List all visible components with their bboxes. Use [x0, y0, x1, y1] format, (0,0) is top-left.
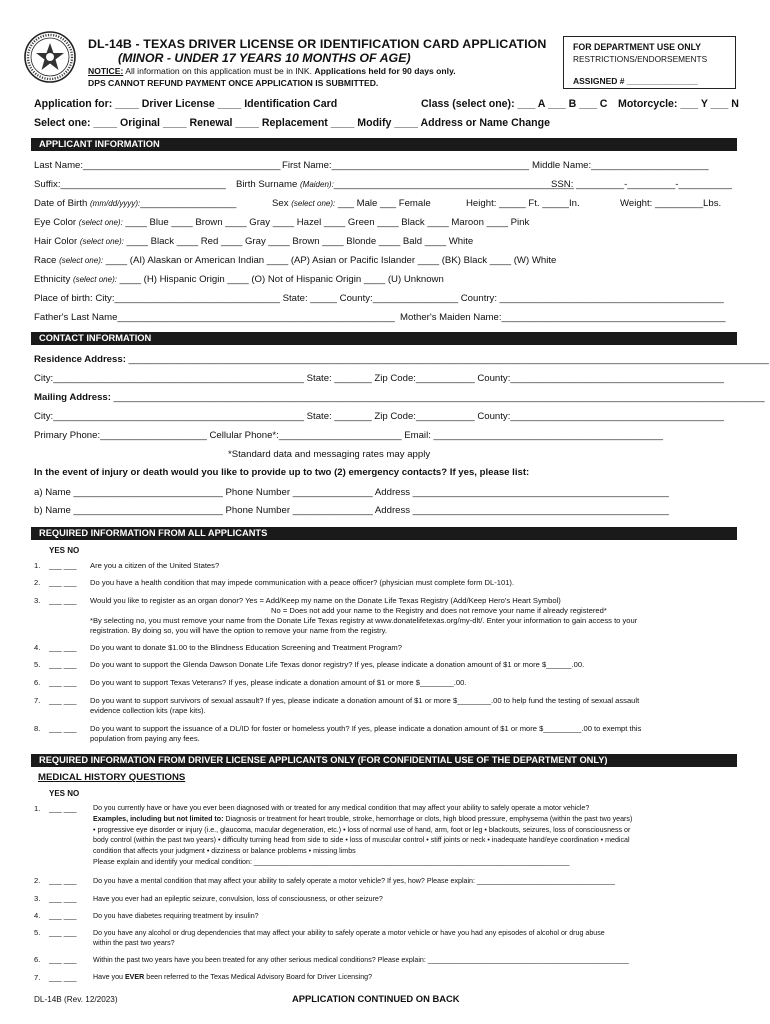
m1-number: 1. — [34, 804, 41, 813]
weight-field[interactable]: Weight: _________Lbs. — [620, 198, 722, 209]
dept-box-title: FOR DEPARTMENT USE ONLY — [573, 42, 702, 52]
m6-text[interactable]: Within the past two years have you been treated for any other serious medical conditions? Please explain: ___________________________________________________ — [93, 956, 629, 964]
m1-text-line2: Examples, including but not limited to: Diagnosis or treatment for heart trouble, stroke, hemorrhage or clots, high blood pressure, emphysema (within the past two years) — [93, 815, 633, 823]
m4-number: 4. — [34, 911, 41, 920]
residence-address-field[interactable]: Residence Address: ________________________________________________________________________________________________________________________ — [34, 354, 769, 365]
q1-text: Are you a citizen of the United States? — [90, 561, 220, 570]
class-select-row[interactable]: Class (select one): ___ A ___ B ___ C — [421, 98, 608, 110]
eye-color-select[interactable]: Eye Color (select one): ____ Blue ____ Brown ____ Gray ____ Hazel ____ Green ____ Black ____ Maroon ____ Pink — [34, 217, 530, 228]
q3-checkbox[interactable]: ___ ___ — [49, 596, 77, 605]
m1-text-line1: Do you currently have or have you ever been diagnosed with or treated for any medical condition that may affect your ability to safely operate a motor vehicle? — [93, 804, 590, 812]
mailing-city-row[interactable]: City:_______________________________________________ State: _______ Zip Code:___________ County:________________________________________ — [34, 411, 724, 422]
select-one-row[interactable]: Select one: ____ Original ____ Renewal ____ Replacement ____ Modify ____ Address or Name Change — [34, 117, 550, 129]
suffix-field[interactable]: Suffix:_______________________________ — [34, 179, 226, 190]
required-dl-header: REQUIRED INFORMATION FROM DRIVER LICENSE APPLICANTS ONLY (FOR CONFIDENTIAL USE OF THE DEPARTMENT ONLY) — [31, 754, 737, 767]
q8-text-line2: population from paying any fees. — [90, 734, 200, 743]
notice-text: NOTICE: All information on this application must be in INK. Applications held for 90 days only. — [88, 66, 456, 76]
q6-checkbox[interactable]: ___ ___ — [49, 678, 77, 687]
m2-text[interactable]: Do you have a mental condition that may affect your ability to safely operate a motor vehicle? If yes, how? Please explain: ___________________________________ — [93, 877, 616, 885]
m4-text: Do you have diabetes requiring treatment by insulin? — [93, 912, 259, 920]
medical-history-heading: MEDICAL HISTORY QUESTIONS — [38, 772, 186, 783]
mother-maiden-name-field[interactable]: Mother's Maiden Name:__________________________________________ — [400, 312, 726, 323]
form-subtitle: (MINOR - UNDER 17 YEARS 10 MONTHS OF AGE) — [118, 51, 411, 65]
birthplace-field[interactable]: Place of birth: City:_______________________________ State: _____ County:________________ Country: __________________________________________ — [34, 293, 724, 304]
q8-text-line1: Do you want to support the issuance of a DL/ID for foster or homeless youth? If yes, please indicate a donation amount of $1 or more $_________.00 to exempt this — [90, 724, 642, 733]
continued-on-back: APPLICATION CONTINUED ON BACK — [292, 993, 460, 1004]
q5-number: 5. — [34, 660, 41, 669]
m5-text-line2: within the past two years? — [93, 939, 175, 947]
q8-checkbox[interactable]: ___ ___ — [49, 724, 77, 733]
first-name-field[interactable]: First Name:_____________________________________ — [282, 160, 529, 171]
q7-text-line2: evidence collection kits (rape kits). — [90, 706, 206, 715]
q7-text-line1: Do you want to support survivors of sexual assault? If yes, please indicate a donation amount of $1 or more $________.00 to help fund the testing of sexual assault — [90, 696, 640, 705]
phones-email-row[interactable]: Primary Phone:____________________ Cellular Phone*:_______________________ Email: ___________________________________________ — [34, 430, 663, 441]
q2-number: 2. — [34, 578, 41, 587]
q4-text: Do you want to donate $1.00 to the Blindness Education Screening and Treatment Program? — [90, 643, 402, 652]
m5-text-line1: Do you have any alcohol or drug dependencies that may affect your ability to safely operate a motor vehicle or have you had any episodes of alcohol or drug abuse — [93, 929, 605, 937]
last-name-field[interactable]: Last Name:_____________________________________ — [34, 160, 281, 171]
m1-explain-field[interactable]: Please explain and identify your medical condition: ________________________________________________________________________________ — [93, 858, 570, 866]
sex-select[interactable]: Sex (select one): ___ Male ___ Female — [272, 198, 431, 209]
refund-notice: DPS CANNOT REFUND PAYMENT ONCE APPLICATION IS SUBMITTED. — [88, 78, 379, 88]
m4-checkbox[interactable]: ___ ___ — [49, 911, 77, 920]
contact-info-header: CONTACT INFORMATION — [31, 332, 737, 345]
m3-number: 3. — [34, 894, 41, 903]
m6-number: 6. — [34, 955, 41, 964]
race-select[interactable]: Race (select one): ____ (AI) Alaskan or American Indian ____ (AP) Asian or Pacific Islander ____ (BK) Black ____ (W) White — [34, 255, 557, 266]
q2-text: Do you have a health condition that may impede communication with a peace officer? (physician must complete form DL-101). — [90, 578, 515, 587]
q5-checkbox[interactable]: ___ ___ — [49, 660, 77, 669]
m2-number: 2. — [34, 876, 41, 885]
dob-field[interactable]: Date of Birth (mm/dd/yyyy):__________________ — [34, 198, 237, 209]
q3-number: 3. — [34, 596, 41, 605]
q6-number: 6. — [34, 678, 41, 687]
height-field[interactable]: Height: _____ Ft. _____In. — [466, 198, 580, 209]
m7-number: 7. — [34, 973, 41, 982]
emergency-contact-a[interactable]: a) Name ____________________________ Phone Number _______________ Address ________________________________________________ — [34, 487, 669, 498]
form-title: DL-14B - TEXAS DRIVER LICENSE OR IDENTIFICATION CARD APPLICATION — [88, 37, 547, 51]
dps-seal-icon — [24, 31, 76, 83]
m5-checkbox[interactable]: ___ ___ — [49, 928, 77, 937]
m6-checkbox[interactable]: ___ ___ — [49, 955, 77, 964]
father-last-name-field[interactable]: Father's Last Name____________________________________________________ — [34, 312, 395, 323]
q3-text-line2: No = Does not add your name to the Registry and does not remove your name if already registered* — [271, 606, 607, 615]
emergency-contact-b[interactable]: b) Name ____________________________ Phone Number _______________ Address ________________________________________________ — [34, 505, 669, 516]
applicant-info-header: APPLICANT INFORMATION — [31, 138, 737, 151]
motorcycle-select-row[interactable]: Motorcycle: ___ Y ___ N — [618, 98, 739, 110]
m1-text-line3: • progressive eye disorder or injury (i.e., glaucoma, macular degeneration, etc.) • loss of normal use of hand, arm, foot or leg • blackouts, seizures, loss of consciousness or — [93, 826, 631, 834]
m1-text-line5: condition that affects your judgment • dizziness or balance problems • missing limbs — [93, 847, 356, 855]
q4-checkbox[interactable]: ___ ___ — [49, 643, 77, 652]
q7-number: 7. — [34, 696, 41, 705]
q1-checkbox[interactable]: ___ ___ — [49, 561, 77, 570]
yes-no-labels: YES NO — [49, 546, 80, 555]
m3-text: Have you ever had an epileptic seizure, convulsion, loss of consciousness, or other seizure? — [93, 895, 383, 903]
q8-number: 8. — [34, 724, 41, 733]
m7-checkbox[interactable]: ___ ___ — [49, 973, 77, 982]
form-revision: DL-14B (Rev. 12/2023) — [34, 995, 118, 1004]
q1-number: 1. — [34, 561, 41, 570]
dept-box-assigned: ASSIGNED # _______________ — [573, 76, 698, 86]
required-all-header: REQUIRED INFORMATION FROM ALL APPLICANTS — [31, 527, 737, 540]
m5-number: 5. — [34, 928, 41, 937]
ethnicity-select[interactable]: Ethnicity (select one): ____ (H) Hispanic Origin ____ (O) Not of Hispanic Origin ____ (U) Unknown — [34, 274, 444, 285]
q7-checkbox[interactable]: ___ ___ — [49, 696, 77, 705]
mailing-address-field[interactable]: Mailing Address: __________________________________________________________________________________________________________________________ — [34, 392, 765, 403]
q2-checkbox[interactable]: ___ ___ — [49, 578, 77, 587]
emergency-contact-question: In the event of injury or death would you like to provide up to two (2) emergency contacts? If yes, please list: — [34, 467, 530, 478]
m7-text: Have you EVER been referred to the Texas Medical Advisory Board for Driver Licensing? — [93, 973, 373, 981]
q6-text: Do you want to support Texas Veterans? If yes, please indicate a donation amount of $1 or more $________.00. — [90, 678, 467, 687]
q3-text-line3: *By selecting no, you must remove your name from the Donate Life Texas registry at www.donatelifetexas.org/my-dlt/. Enter your information to gain access to your — [90, 616, 638, 625]
q3-text-line1: Would you like to register as an organ donor? Yes = Add/Keep my name on the Donate Life Texas Registry (Add/Keep Hero's Heart Symbol) — [90, 596, 561, 605]
ssn-field[interactable]: SSN: _________-_________-__________ — [551, 179, 732, 190]
hair-color-select[interactable]: Hair Color (select one): ____ Black ____ Red ____ Gray ____ Brown ____ Blonde ____ Bald ____ White — [34, 236, 474, 247]
q5-text: Do you want to support the Glenda Dawson Donate Life Texas donor registry? If yes, please indicate a donation amount of $1 or more $______.00. — [90, 660, 585, 669]
application-for-row[interactable]: Application for: ____ Driver License ____ Identification Card — [34, 98, 338, 110]
dept-box-restrictions: RESTRICTIONS/ENDORSEMENTS — [573, 54, 708, 64]
q4-number: 4. — [34, 643, 41, 652]
middle-name-field[interactable]: Middle Name:______________________ — [532, 160, 709, 171]
m1-text-line4: body control (within the past two years) • difficulty turning head from side to side • loss of muscular control • stiff joints or neck • inadequate hand/eye coordination • medical — [93, 836, 630, 844]
residence-city-row[interactable]: City:_______________________________________________ State: _______ Zip Code:___________ County:________________________________________ — [34, 373, 724, 384]
department-use-box — [563, 36, 736, 89]
m2-checkbox[interactable]: ___ ___ — [49, 876, 77, 885]
m1-checkbox[interactable]: ___ ___ — [49, 804, 77, 813]
q3-text-line4: registration. By doing so, you will have the option to remove your name from the registry. — [90, 626, 388, 635]
m3-checkbox[interactable]: ___ ___ — [49, 894, 77, 903]
birth-surname-field[interactable]: Birth Surname (Maiden):_____________________________________________ — [236, 179, 574, 190]
medical-yes-no-labels: YES NO — [49, 789, 80, 798]
standard-rates-note: *Standard data and messaging rates may apply — [228, 449, 431, 460]
